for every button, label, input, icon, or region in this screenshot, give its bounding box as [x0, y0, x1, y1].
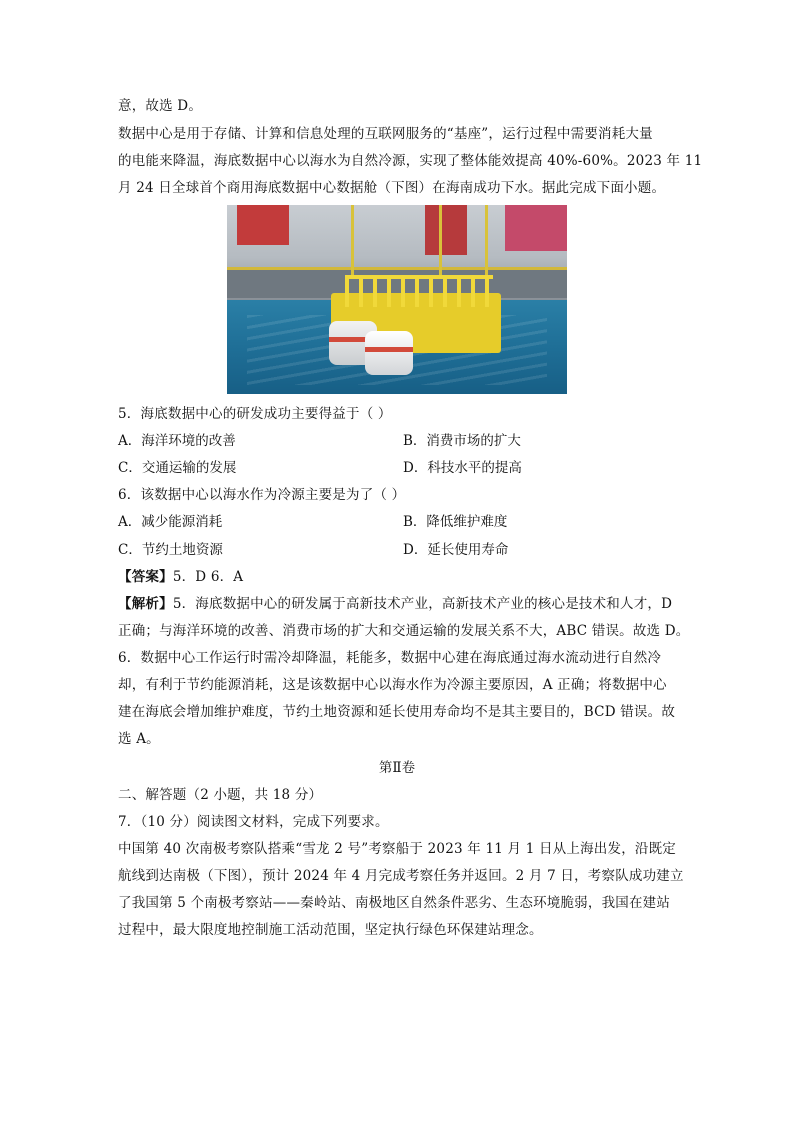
- question-6-option-b: B．降低维护难度: [403, 514, 508, 530]
- data-capsule-photo: [227, 205, 567, 394]
- part-heading: 二、解答题（2 小题，共 18 分）: [118, 787, 323, 803]
- lift-cable: [439, 205, 442, 277]
- question-7-text: 了我国第 5 个南极考察站——秦岭站、南极地区自然条件恶劣、生态环境脆弱，我国在建站: [118, 895, 671, 911]
- question-6-option-a: A．减少能源消耗: [118, 514, 223, 530]
- answer-label: 【答案】: [118, 569, 173, 585]
- section-title: 第Ⅱ卷: [378, 760, 416, 776]
- analysis-label: 【解析】: [118, 596, 173, 612]
- question-6-option-d: D．延长使用寿命: [403, 542, 509, 558]
- question-7-stem: 7．（10 分）阅读图文材料，完成下列要求。: [118, 814, 389, 830]
- question-5-option-b: B．消费市场的扩大: [403, 433, 521, 449]
- question-5-option-c: C．交通运输的发展: [118, 460, 237, 476]
- question-7-text: 航线到达南极（下图），预计 2024 年 4 月完成考察任务并返回。2 月 7 日，考察队成功建立: [118, 868, 684, 884]
- analysis-line: 却，有利于节约能源消耗，这是该数据中心以海水作为冷源主要原因，A 正确；将数据中心: [118, 677, 667, 693]
- text-line: 的电能来降温，海底数据中心以海水为自然冷源，实现了整体能效提高 40%-60%。2023 年 11: [118, 153, 703, 169]
- analysis-text: 5．海底数据中心的研发属于高新技术产业，高新技术产业的核心是技术和人才，D: [172, 596, 673, 612]
- question-7-text: 中国第 40 次南极考察队搭乘“雪龙 2 号”考察船于 2023 年 11 月 1 日从上海出发，沿既定: [118, 841, 677, 857]
- question-6-stem: 6．该数据中心以海水作为冷源主要是为了（ ）: [118, 487, 406, 503]
- crane-right: [505, 205, 567, 251]
- analysis-line: 选 A。: [118, 731, 160, 747]
- capsule-top-rack: [345, 275, 493, 307]
- analysis-line: 正确；与海洋环境的改善、消费市场的扩大和交通运输的发展关系不大，ABC 错误。故选 D。: [118, 623, 690, 639]
- question-7-text: 过程中，最大限度地控制施工活动范围，坚定执行绿色环保建站理念。: [118, 922, 543, 938]
- question-5-option-a: A．海洋环境的改善: [118, 433, 236, 449]
- text-line: 月 24 日全球首个商用海底数据中心数据舱（下图）在海南成功下水。据此完成下面小题。: [118, 180, 666, 196]
- analysis-line: 建在海底会增加维护难度，节约土地资源和延长使用寿命均不是其主要目的，BCD 错误。故: [118, 704, 676, 720]
- text-line: 数据中心是用于存储、计算和信息处理的互联网服务的“基座”，运行过程中需要消耗大量: [118, 126, 653, 142]
- analysis-line: 6．数据中心工作运行时需冷却降温，耗能多，数据中心建在海底通过海水流动进行自然冷: [118, 650, 662, 666]
- lift-cable: [485, 205, 488, 277]
- analysis-line: [118, 594, 672, 614]
- answer-text: 5．D 6．A: [172, 569, 244, 585]
- crane-tower: [425, 205, 467, 255]
- question-5-stem: 5．海底数据中心的研发成功主要得益于（ ）: [118, 406, 392, 422]
- lift-cable: [351, 205, 354, 277]
- capsule-tank: [365, 331, 413, 375]
- question-6-option-c: C．节约土地资源: [118, 542, 223, 558]
- answer-line: [118, 567, 243, 587]
- question-5-option-d: D．科技水平的提高: [403, 460, 522, 476]
- crane-left: [237, 205, 289, 245]
- text-line: 意，故选 D。: [118, 98, 203, 114]
